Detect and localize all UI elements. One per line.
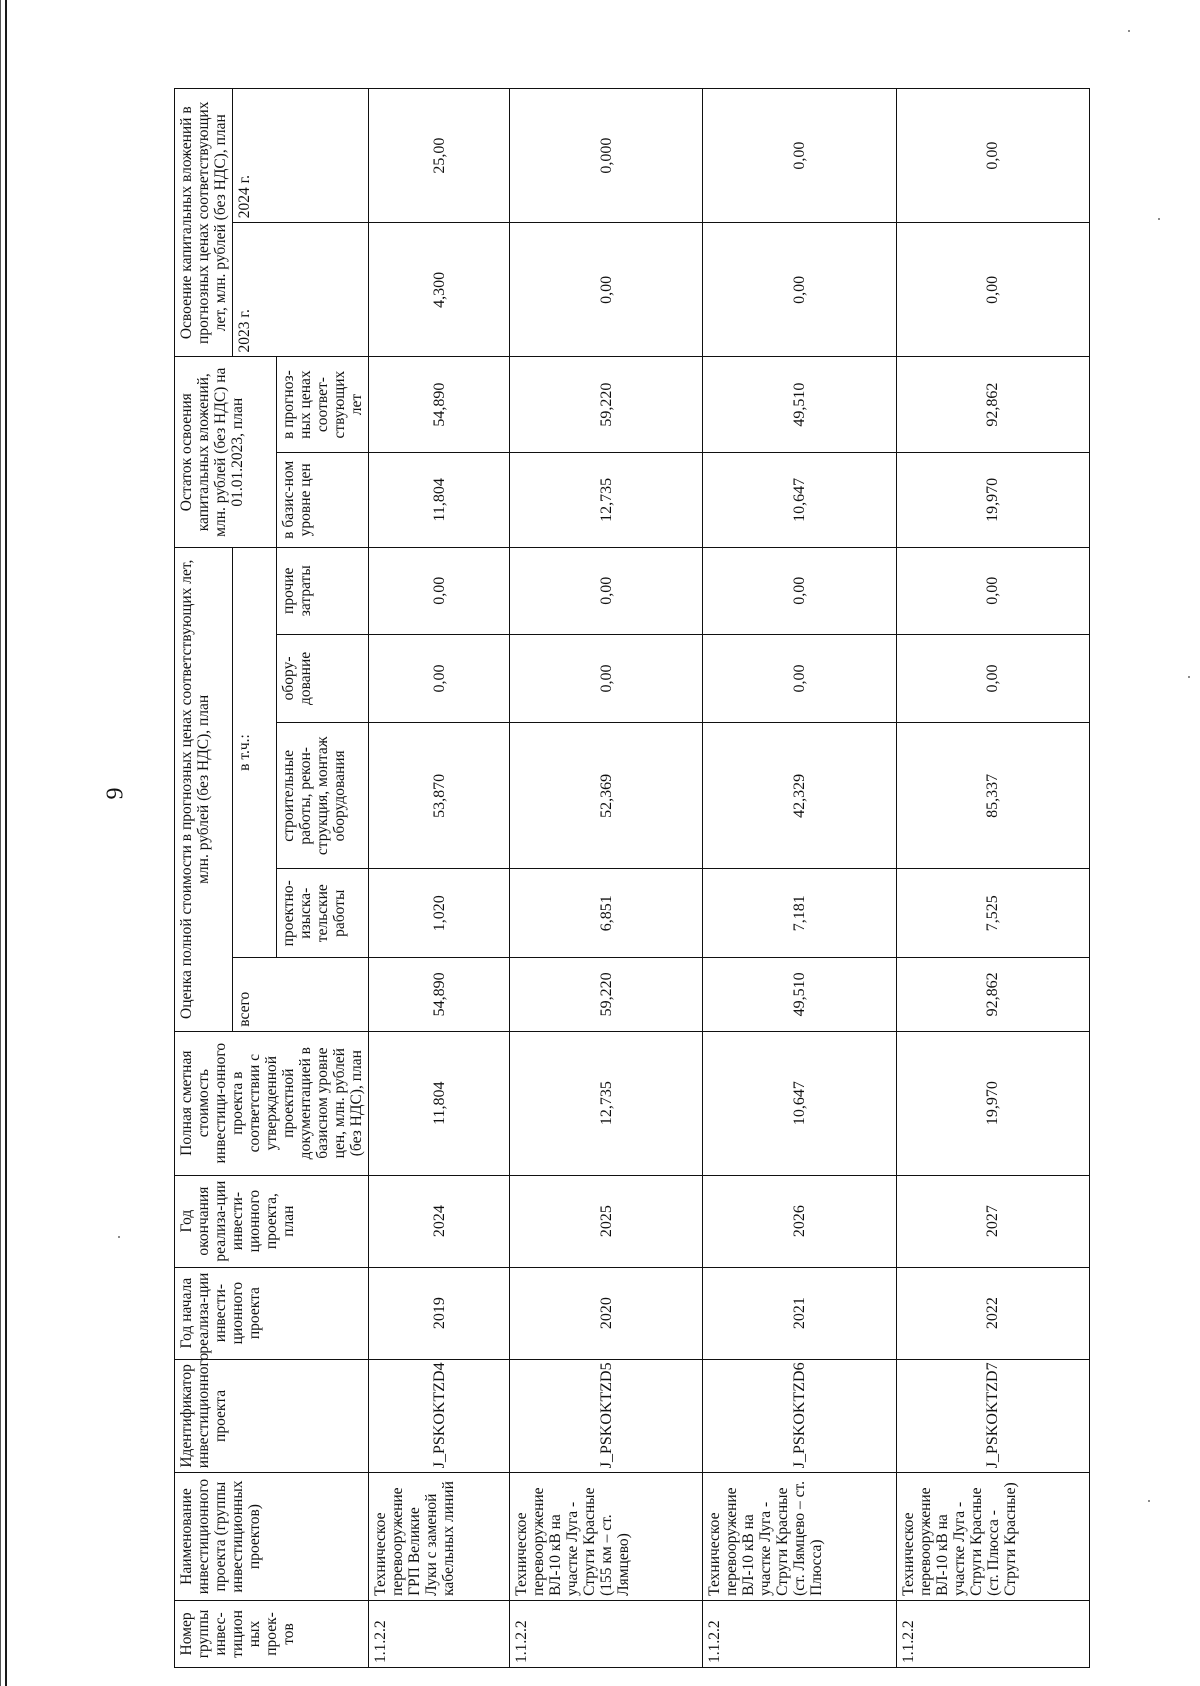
table-row bbox=[896, 89, 1089, 1668]
cell-name: Техническое перевооружение ГРП Великие Луки с заменой кабельных линий bbox=[369, 1473, 510, 1601]
cell-rem-base: 11,804 bbox=[369, 452, 510, 547]
cell-estimate: 11,804 bbox=[369, 1031, 510, 1175]
cell-rem-base: 12,735 bbox=[510, 452, 703, 547]
cell-total: 54,890 bbox=[369, 958, 510, 1032]
cell-rem-forecast: 54,890 bbox=[369, 357, 510, 452]
header-year-2024: 2024 г. bbox=[233, 89, 369, 223]
scan-speck bbox=[1148, 1500, 1150, 1502]
cell-equipment: 0,00 bbox=[703, 634, 896, 723]
cell-id: J_PSKOKTZD4 bbox=[369, 1359, 510, 1473]
cell-construction: 85,337 bbox=[896, 723, 1089, 869]
cell-name: Техническое перевооружение ВЛ-10 кВ на участке Луга - Струги Красные (ст. Плюсса - Струги Красные) bbox=[896, 1473, 1089, 1601]
header-capital-dev: Освоение капитальных вложений в прогнозных ценах соответствующих лет, млн. рублей (без НДС), план bbox=[175, 89, 233, 357]
cell-construction: 42,329 bbox=[703, 723, 896, 869]
cell-id: J_PSKOKTZD7 bbox=[896, 1359, 1089, 1473]
cell-design: 7,525 bbox=[896, 869, 1089, 958]
header-start-year: Год начала реализа-ции инвести-ционного проекта bbox=[175, 1267, 369, 1359]
header-project-id: Идентификатор инвестиционного проекта bbox=[175, 1359, 369, 1473]
scan-speck bbox=[1128, 30, 1130, 32]
cell-other: 0,00 bbox=[703, 547, 896, 634]
cell-end: 2024 bbox=[369, 1175, 510, 1267]
header-equipment: обору-дование bbox=[277, 634, 369, 723]
header-group-number: Номер группы инвес-тицион ных проек-тов bbox=[175, 1600, 369, 1667]
cell-estimate: 12,735 bbox=[510, 1031, 703, 1175]
cell-name: Техническое перевооружение ВЛ-10 кВ на участке Луга - Струги Красные (155 км – ст. Лямцево) bbox=[510, 1473, 703, 1601]
header-base-level: в базис-ном уровне цен bbox=[277, 452, 369, 547]
cell-rem-base: 19,970 bbox=[896, 452, 1089, 547]
cell-end: 2027 bbox=[896, 1175, 1089, 1267]
cell-id: J_PSKOKTZD6 bbox=[703, 1359, 896, 1473]
cell-2023: 0,00 bbox=[510, 223, 703, 357]
cell-start: 2022 bbox=[896, 1267, 1089, 1359]
table-row bbox=[703, 89, 896, 1668]
cell-rem-base: 10,647 bbox=[703, 452, 896, 547]
header-including: в т.ч.: bbox=[233, 547, 277, 957]
cell-start: 2019 bbox=[369, 1267, 510, 1359]
cell-end: 2025 bbox=[510, 1175, 703, 1267]
scan-speck bbox=[118, 1236, 120, 1238]
header-full-estimate: Полная сметная стоимость инвестици-онного проекта в соответствии с утвержденной проектной документацией в базисном уровне цен, млн. рублей (без НДС), план bbox=[175, 1031, 369, 1175]
cell-other: 0,00 bbox=[510, 547, 703, 634]
cell-group: 1.1.2.2 bbox=[896, 1600, 1089, 1667]
cell-equipment: 0,00 bbox=[510, 634, 703, 723]
header-forecast-prices: в прогноз-ных ценах соответ-ствующих лет bbox=[277, 357, 369, 452]
cell-total: 59,220 bbox=[510, 958, 703, 1032]
cell-equipment: 0,00 bbox=[369, 634, 510, 723]
cell-estimate: 10,647 bbox=[703, 1031, 896, 1175]
cell-2023: 4,300 bbox=[369, 223, 510, 357]
investment-projects-table bbox=[174, 88, 1090, 1668]
cell-design: 6,851 bbox=[510, 869, 703, 958]
cell-design: 7,181 bbox=[703, 869, 896, 958]
cell-id: J_PSKOKTZD5 bbox=[510, 1359, 703, 1473]
cell-group: 1.1.2.2 bbox=[510, 1600, 703, 1667]
cell-rem-forecast: 59,220 bbox=[510, 357, 703, 452]
binding-line bbox=[5, 0, 7, 1686]
cell-start: 2021 bbox=[703, 1267, 896, 1359]
cell-name: Техническое перевооружение ВЛ-10 кВ на участке Луга - Струги Красные (ст. Лямцево – ст. Плюсса) bbox=[703, 1473, 896, 1601]
cell-rem-forecast: 92,862 bbox=[896, 357, 1089, 452]
header-year-2023: 2023 г. bbox=[233, 223, 369, 357]
cell-2024: 25,00 bbox=[369, 89, 510, 223]
table-row bbox=[369, 89, 510, 1668]
cell-other: 0,00 bbox=[369, 547, 510, 634]
cell-construction: 53,870 bbox=[369, 723, 510, 869]
header-remainder: Остаток освоения капитальных вложений, млн. рублей (без НДС) на 01.01.2023, план bbox=[175, 357, 277, 547]
cell-2023: 0,00 bbox=[896, 223, 1089, 357]
scan-speck bbox=[1188, 676, 1190, 678]
cell-2023: 0,00 bbox=[703, 223, 896, 357]
header-design-survey: проектно-изыска-тельские работы bbox=[277, 869, 369, 958]
header-full-cost-eval: Оценка полной стоимости в прогнозных ценах соответствующих лет, млн. рублей (без НДС), план bbox=[175, 547, 233, 1031]
header-construction: строительные работы, рекон-струкция, монтаж оборудования bbox=[277, 723, 369, 869]
rotated-table-container bbox=[174, 88, 1090, 1668]
page-number: 9 bbox=[102, 787, 129, 800]
cell-equipment: 0,00 bbox=[896, 634, 1089, 723]
cell-construction: 52,369 bbox=[510, 723, 703, 869]
cell-design: 1,020 bbox=[369, 869, 510, 958]
cell-total: 92,862 bbox=[896, 958, 1089, 1032]
header-total: всего bbox=[233, 958, 369, 1032]
cell-estimate: 19,970 bbox=[896, 1031, 1089, 1175]
cell-other: 0,00 bbox=[896, 547, 1089, 634]
cell-total: 49,510 bbox=[703, 958, 896, 1032]
cell-rem-forecast: 49,510 bbox=[703, 357, 896, 452]
page-edge-line bbox=[0, 0, 1, 1686]
header-project-name: Наименование инвестиционного проекта (группы инвестиционных проектов) bbox=[175, 1473, 369, 1601]
header-end-year: Год окончания реализа-ции инвести-ционного проекта, план bbox=[175, 1175, 369, 1267]
scan-speck bbox=[1158, 218, 1160, 220]
header-other: прочие затраты bbox=[277, 547, 369, 634]
cell-2024: 0,000 bbox=[510, 89, 703, 223]
table-row bbox=[510, 89, 703, 1668]
cell-2024: 0,00 bbox=[703, 89, 896, 223]
cell-group: 1.1.2.2 bbox=[703, 1600, 896, 1667]
cell-start: 2020 bbox=[510, 1267, 703, 1359]
cell-group: 1.1.2.2 bbox=[369, 1600, 510, 1667]
cell-end: 2026 bbox=[703, 1175, 896, 1267]
cell-2024: 0,00 bbox=[896, 89, 1089, 223]
